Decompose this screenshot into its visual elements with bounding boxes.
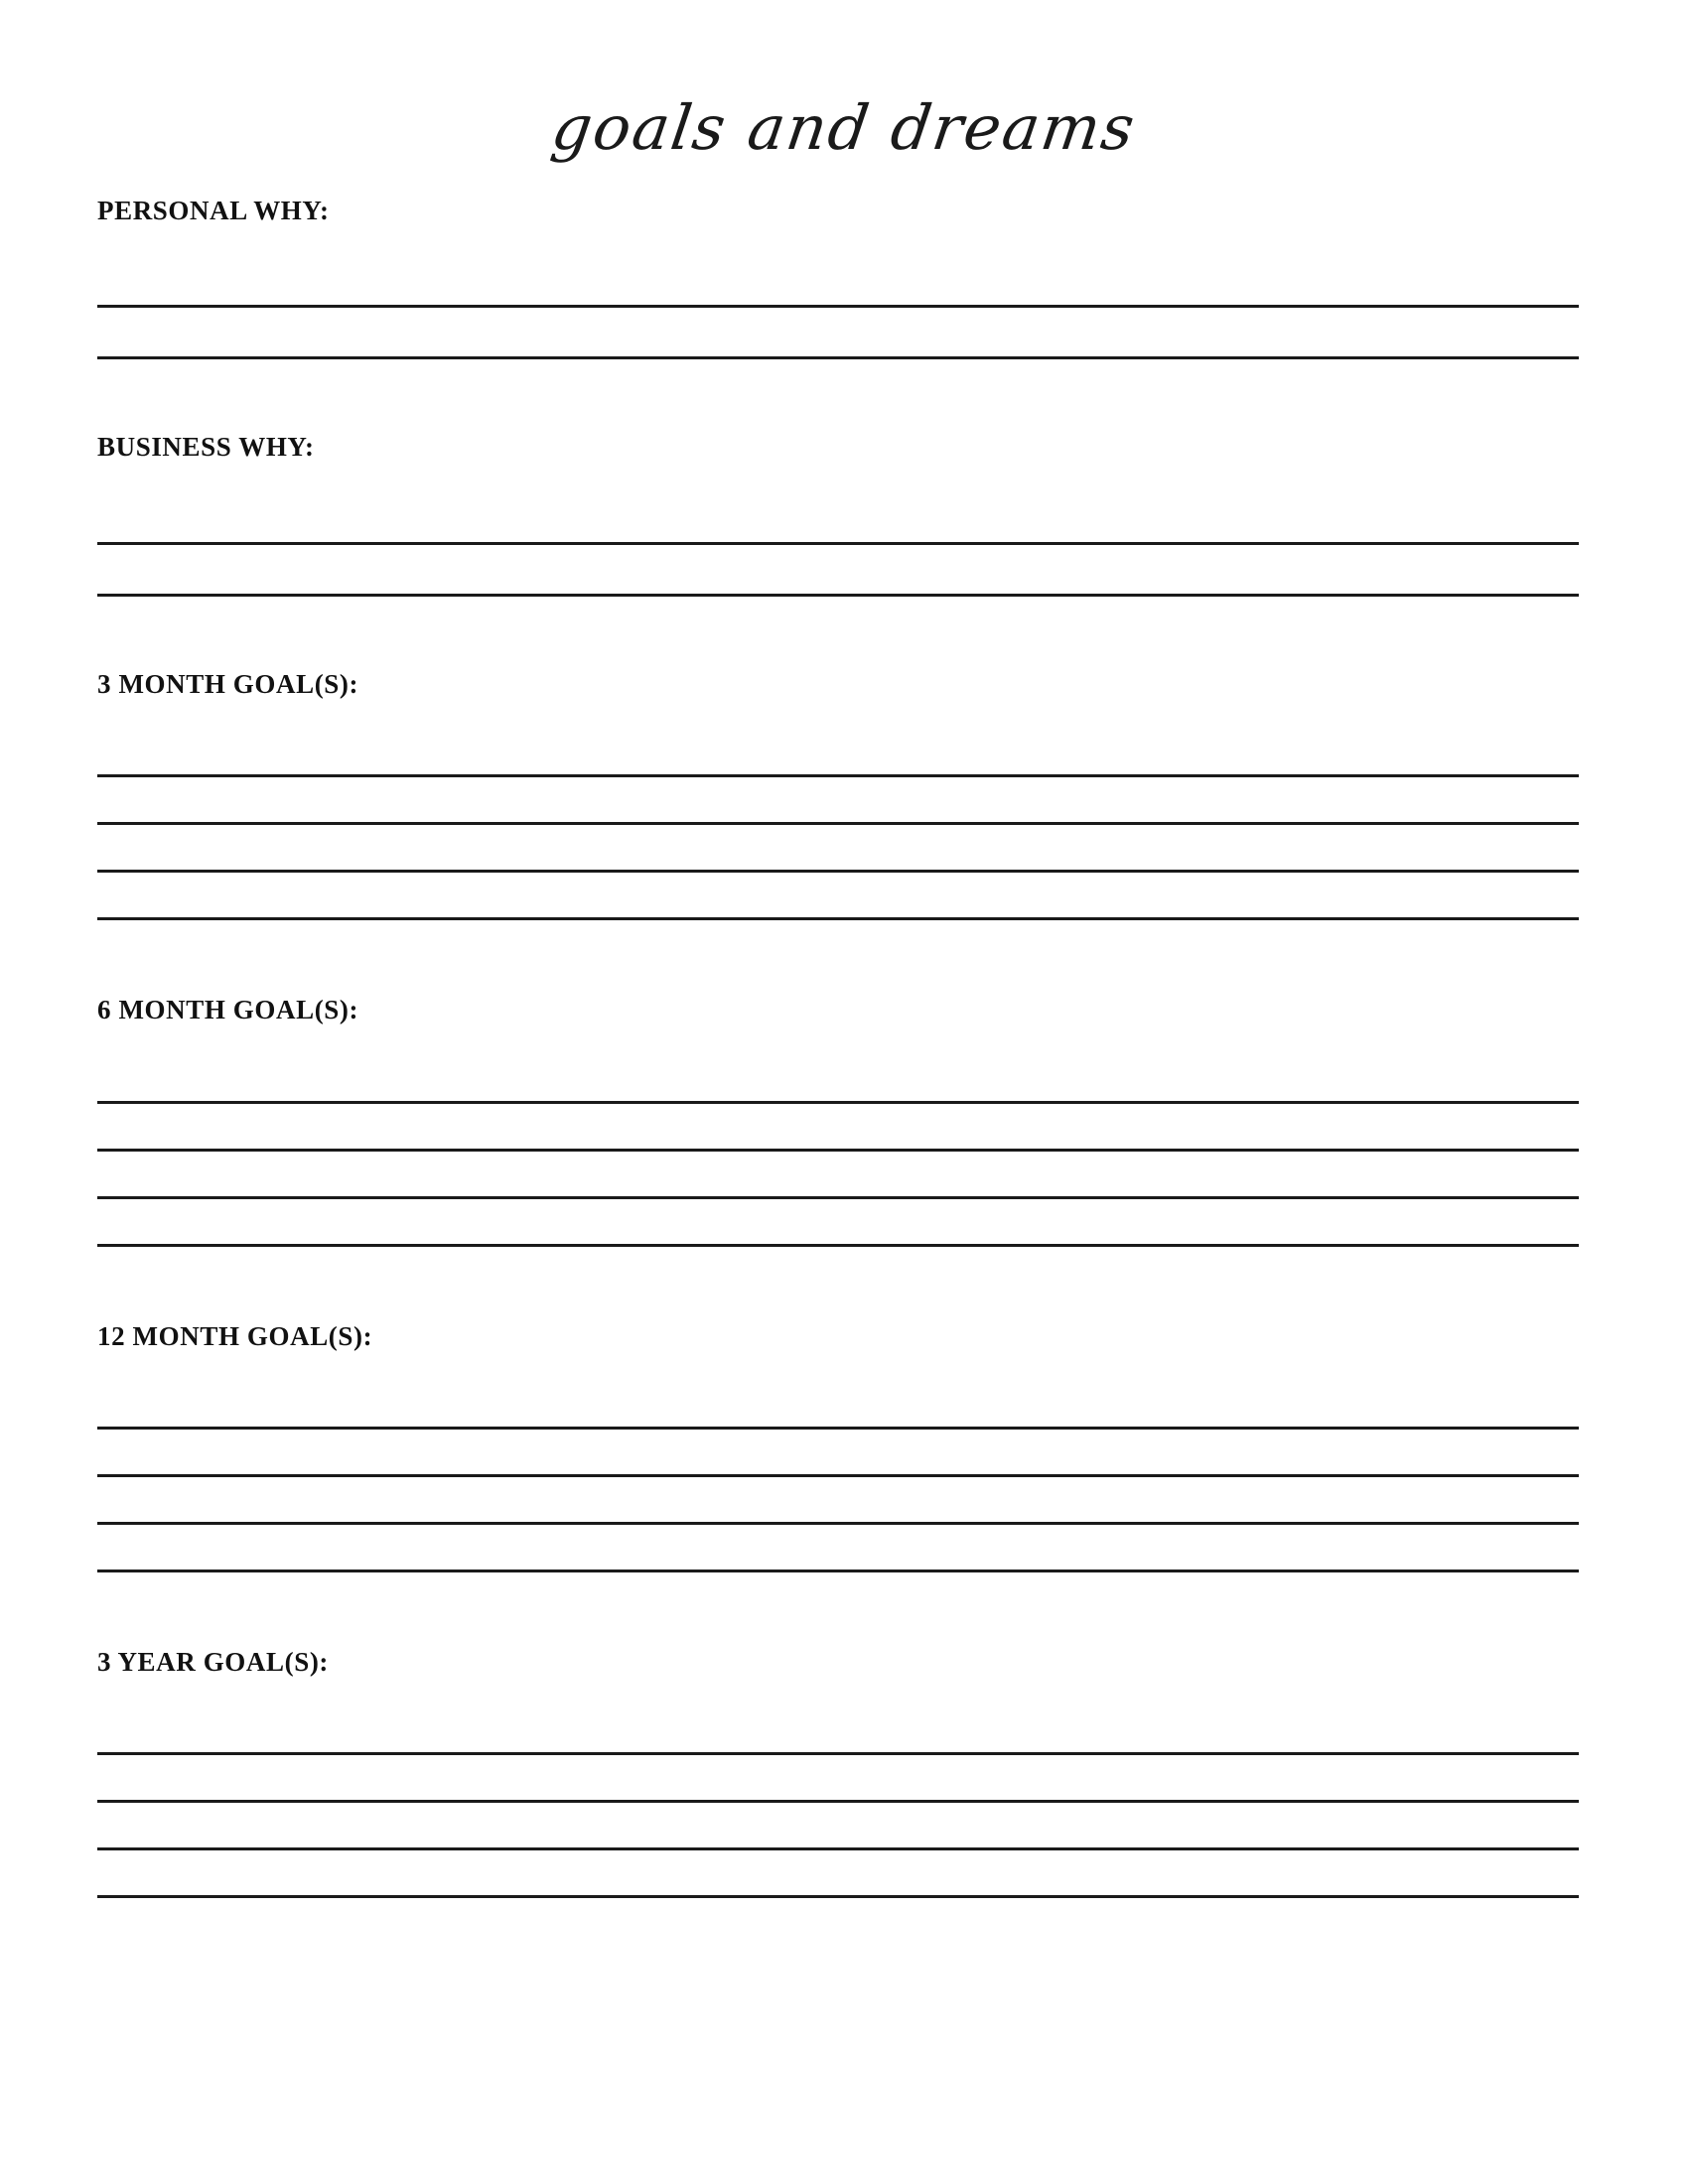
line-rule xyxy=(97,1752,1579,1755)
line-rule xyxy=(97,822,1579,825)
line-rule xyxy=(97,305,1579,308)
sections-container xyxy=(97,195,1579,1972)
writing-line[interactable] xyxy=(97,1477,1579,1525)
writing-line[interactable] xyxy=(97,1803,1579,1850)
section-spacer xyxy=(97,1898,1579,1972)
section-label: BUSINESS WHY: xyxy=(97,432,315,463)
line-rule xyxy=(97,1474,1579,1477)
line-rule xyxy=(97,542,1579,545)
writing-lines xyxy=(97,1707,1579,1898)
writing-line[interactable] xyxy=(97,308,1579,359)
line-rule xyxy=(97,1570,1579,1572)
writing-line[interactable] xyxy=(97,1525,1579,1572)
worksheet-section xyxy=(97,994,1579,1319)
section-label: 6 MONTH GOAL(S): xyxy=(97,995,359,1025)
line-rule xyxy=(97,1101,1579,1104)
writing-lines xyxy=(97,730,1579,920)
line-rule xyxy=(97,356,1579,359)
writing-line[interactable] xyxy=(97,545,1579,597)
writing-line[interactable] xyxy=(97,873,1579,920)
writing-line[interactable] xyxy=(97,1755,1579,1803)
writing-line[interactable] xyxy=(97,1152,1579,1199)
writing-line[interactable] xyxy=(97,1056,1579,1104)
section-spacer xyxy=(97,1572,1579,1646)
writing-line[interactable] xyxy=(97,730,1579,777)
writing-line[interactable] xyxy=(97,1850,1579,1898)
writing-line[interactable] xyxy=(97,777,1579,825)
line-rule xyxy=(97,1800,1579,1803)
line-rule xyxy=(97,1149,1579,1152)
writing-line[interactable] xyxy=(97,1199,1579,1247)
writing-lines xyxy=(97,256,1579,359)
section-label: 12 MONTH GOAL(S): xyxy=(97,1320,373,1351)
line-rule xyxy=(97,1522,1579,1525)
section-label: 3 YEAR GOAL(S): xyxy=(97,1646,330,1677)
line-rule xyxy=(97,917,1579,920)
writing-lines xyxy=(97,1382,1579,1572)
worksheet-section xyxy=(97,1320,1579,1646)
worksheet-section xyxy=(97,195,1579,431)
worksheet-section xyxy=(97,1646,1579,1972)
line-rule xyxy=(97,1895,1579,1898)
line-rule xyxy=(97,1244,1579,1247)
page-title: goals and dreams xyxy=(547,91,1141,164)
line-rule xyxy=(97,1427,1579,1430)
writing-line[interactable] xyxy=(97,1430,1579,1477)
section-spacer xyxy=(97,597,1579,668)
worksheet-section xyxy=(97,668,1579,994)
section-label: 3 MONTH GOAL(S): xyxy=(97,668,359,699)
worksheet-section xyxy=(97,431,1579,667)
writing-line[interactable] xyxy=(97,493,1579,545)
writing-line[interactable] xyxy=(97,825,1579,873)
line-rule xyxy=(97,1196,1579,1199)
writing-lines xyxy=(97,493,1579,597)
writing-lines xyxy=(97,1056,1579,1247)
writing-line[interactable] xyxy=(97,1382,1579,1430)
writing-line[interactable] xyxy=(97,256,1579,308)
section-spacer xyxy=(97,1247,1579,1320)
line-rule xyxy=(97,774,1579,777)
section-spacer xyxy=(97,920,1579,994)
writing-line[interactable] xyxy=(97,1104,1579,1152)
section-label: PERSONAL WHY: xyxy=(97,196,330,225)
line-rule xyxy=(97,594,1579,597)
section-spacer xyxy=(97,359,1579,431)
writing-line[interactable] xyxy=(97,1707,1579,1755)
line-rule xyxy=(97,870,1579,873)
line-rule xyxy=(97,1847,1579,1850)
